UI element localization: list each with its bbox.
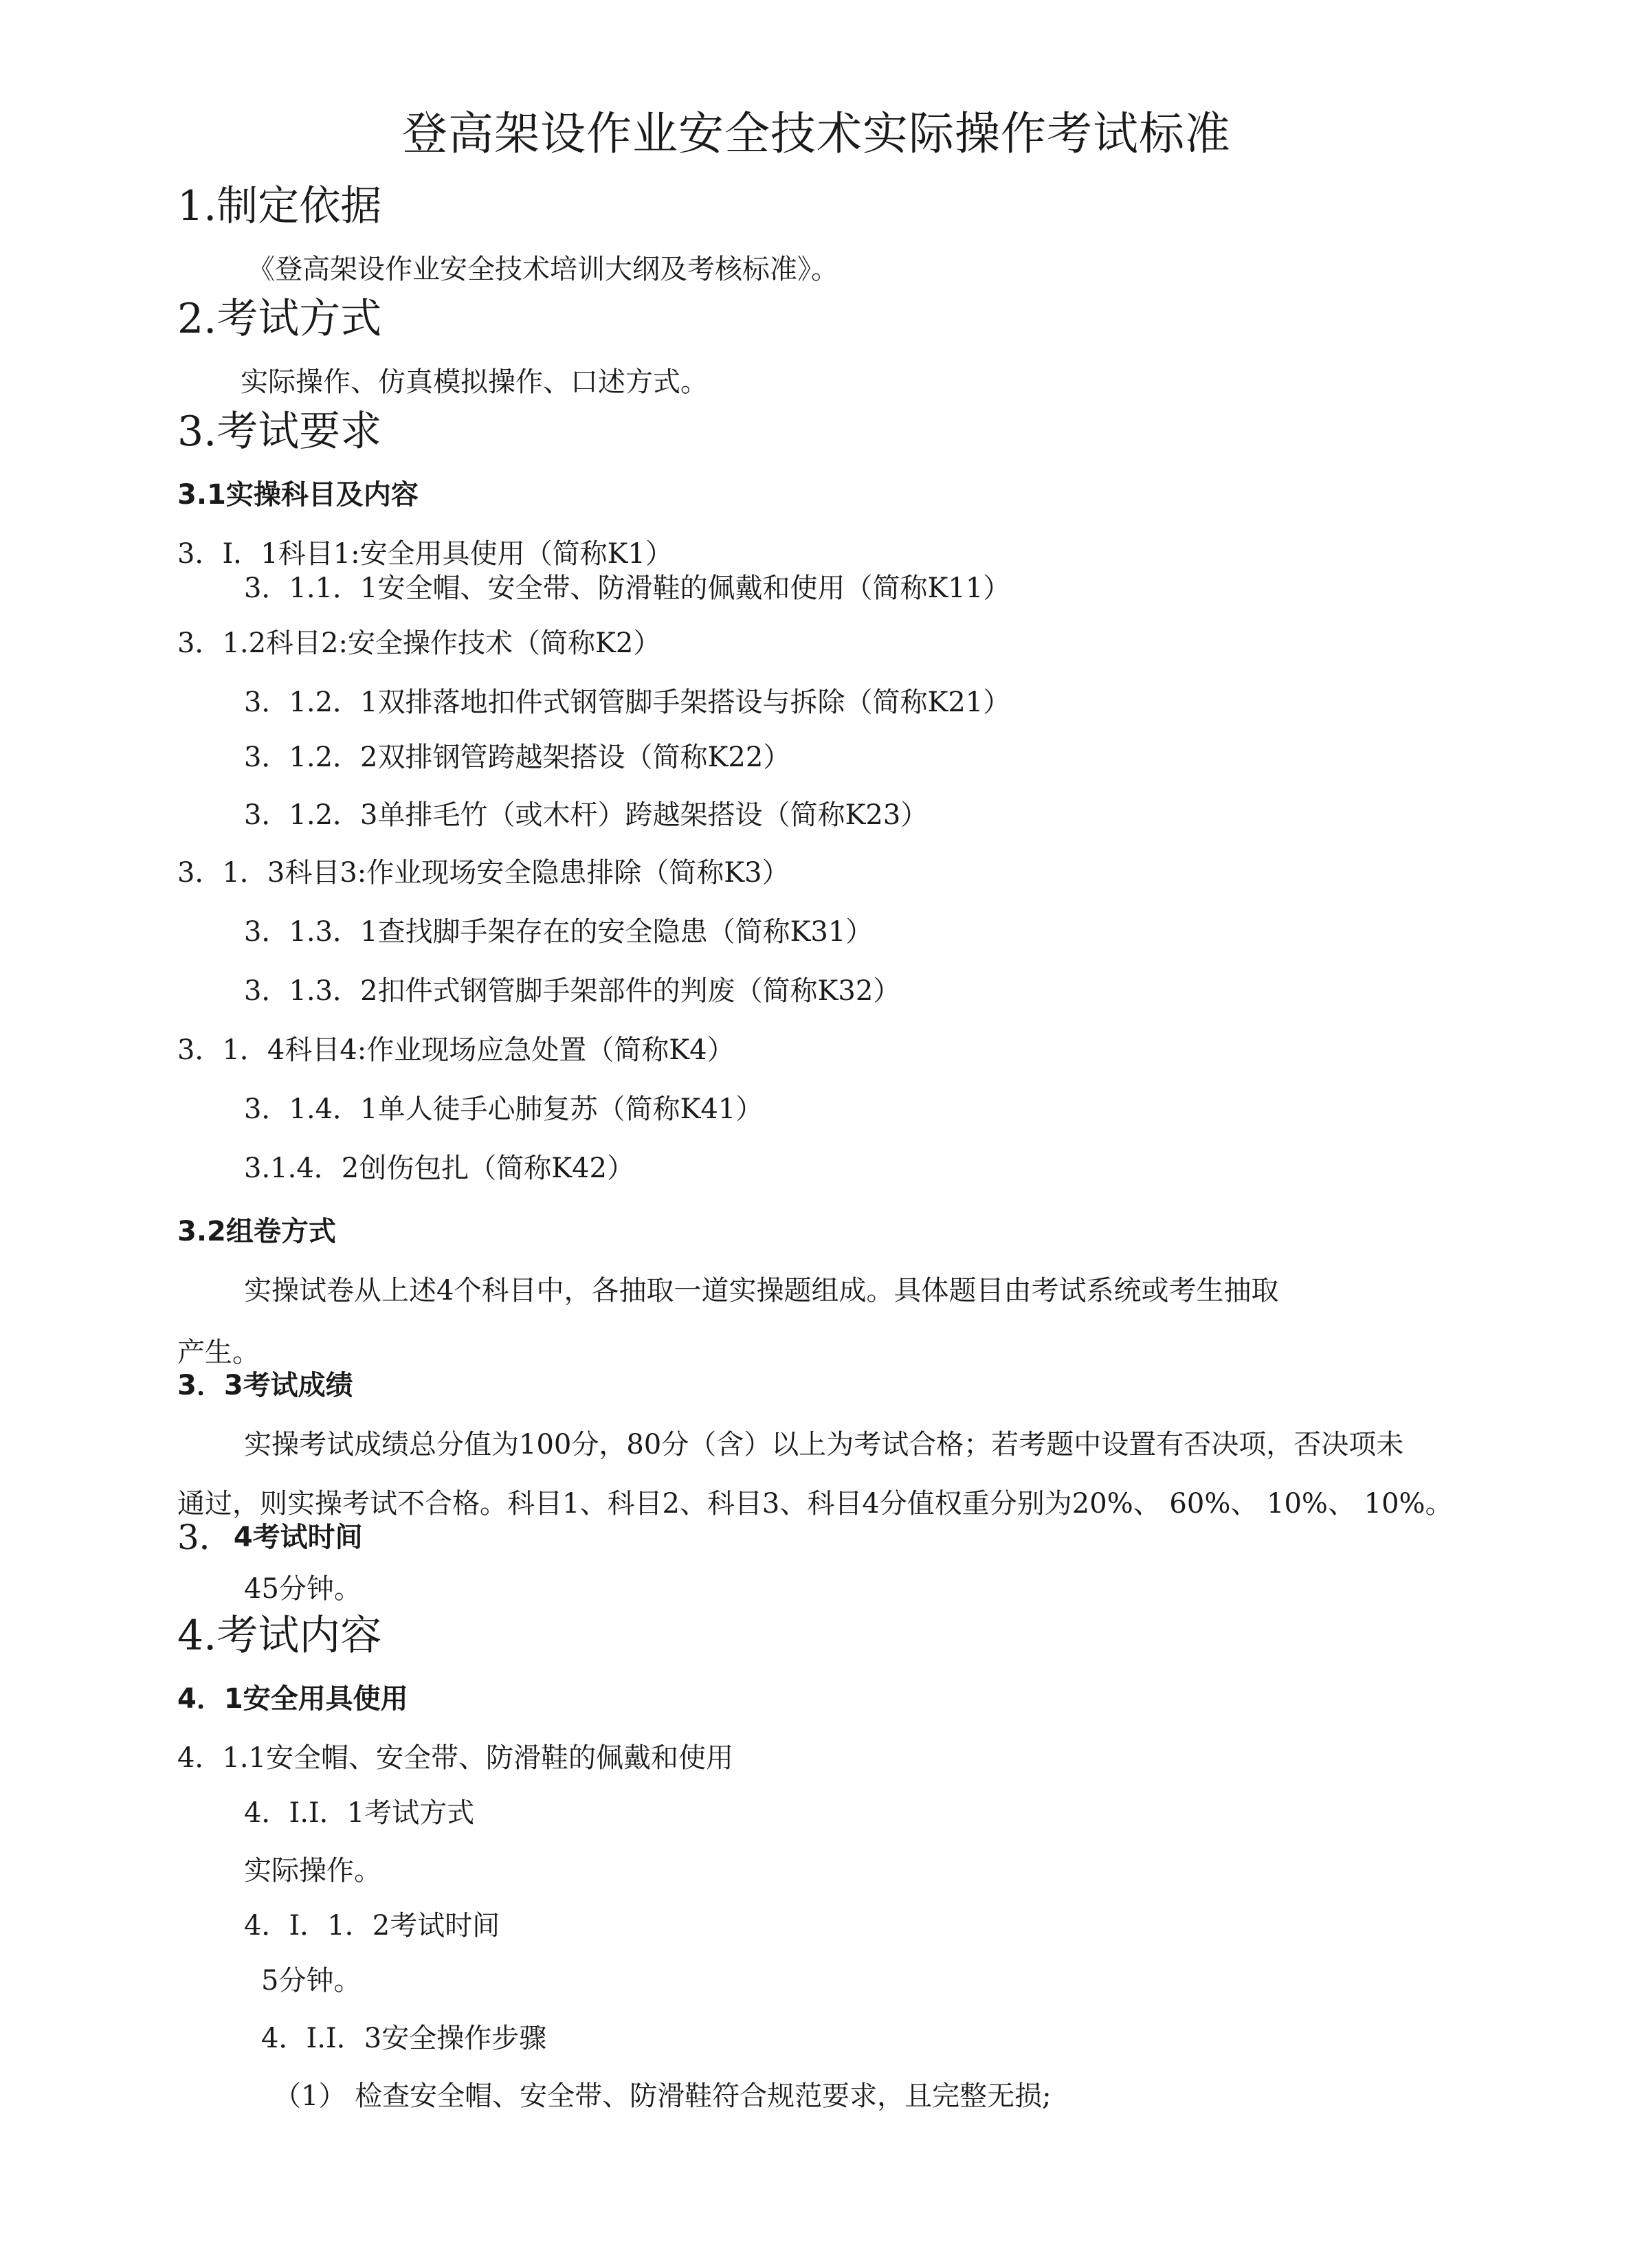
section-3-heading: 3.考试要求	[177, 408, 382, 456]
subitem-exam-method-heading: 4．I.I．1考试方式	[244, 1797, 475, 1829]
section-3-1-heading: 3.1实操科目及内容	[177, 479, 419, 511]
section-4-heading: 4.考试内容	[177, 1612, 382, 1660]
section-4-1-heading: 4．1安全用具使用	[177, 1683, 408, 1715]
section-3-4-heading	[177, 1517, 363, 1557]
item-k31: 3．1.3．1查找脚手架存在的安全隐患（简称K31）	[244, 916, 874, 948]
section-3-4-number: 3．	[177, 1517, 234, 1557]
section-3-2-body-line1: 实操试卷从上述4个科目中，各抽取一道实操题组成。具体题目由考试系统或考生抽取	[244, 1275, 1279, 1307]
item-k21: 3．1.2．1双排落地扣件式钢管脚手架搭设与拆除（简称K21）	[244, 687, 1011, 718]
item-k11: 3．1.1．1安全帽、安全带、防滑鞋的佩戴和使用（简称K11）	[244, 572, 1011, 604]
section-3-3-heading: 3．3考试成绩	[177, 1370, 353, 1401]
safety-step-1: （1） 检查安全帽、安全带、防滑鞋符合规范要求，且完整无损;	[274, 2080, 1052, 2112]
item-k22: 3．1.2．2双排钢管跨越架搭设（简称K22）	[244, 742, 791, 773]
section-3-4-title: 4考试时间	[233, 1522, 363, 1553]
subject-k2: 3．1.2科目2:安全操作技术（简称K2）	[177, 627, 661, 659]
section-3-4-body: 45分钟。	[244, 1573, 362, 1605]
item-k32: 3．1.3．2扣件式钢管脚手架部件的判废（简称K32）	[244, 975, 901, 1007]
section-2-body: 实际操作、仿真模拟操作、口述方式。	[241, 366, 708, 398]
section-3-3-body-line2: 通过，则实操考试不合格。科目1、科目2、科目3、科目4分值权重分别为20%、 60%、 10%、 10%。	[177, 1488, 1453, 1520]
section-3-2-heading: 3.2组卷方式	[177, 1216, 336, 1247]
section-3-3-body-line1: 实操考试成绩总分值为100分，80分（含）以上为考试合格；若考题中设置有否决项，否决项未	[244, 1429, 1404, 1460]
document-title: 登高架设作业安全技术实际操作考试标准	[402, 107, 1231, 160]
item-k23: 3．1.2．3单排毛竹（或木杆）跨越架搭设（简称K23）	[244, 799, 929, 831]
item-k42: 3.1.4．2创伤包扎（简称K42）	[244, 1153, 635, 1184]
subitem-exam-time-body: 5分钟。	[261, 1965, 362, 1997]
subject-k1: 3．I．1科目1:安全用具使用（简称K1）	[177, 538, 673, 570]
section-1-heading: 1.制定依据	[177, 182, 382, 230]
item-k41: 3．1.4．1单人徒手心肺复苏（简称K41）	[244, 1093, 764, 1125]
section-4-1-1-heading: 4．1.1安全帽、安全带、防滑鞋的佩戴和使用	[177, 1742, 734, 1774]
section-3-2-body-line2: 产生。	[177, 1337, 260, 1368]
section-1-body: 《登高架设作业安全技术培训大纲及考核标准》。	[247, 254, 838, 285]
subitem-exam-time-heading: 4．I．1．2考试时间	[244, 1910, 500, 1942]
subject-k3: 3．1．3科目3:作业现场安全隐患排除（简称K3）	[177, 857, 790, 889]
subitem-exam-method-body: 实际操作。	[244, 1855, 381, 1887]
subject-k4: 3．1．4科目4:作业现场应急处置（简称K4）	[177, 1034, 735, 1066]
subitem-safety-steps-heading: 4．I.I．3安全操作步骤	[261, 2023, 547, 2054]
section-2-heading: 2.考试方式	[177, 295, 382, 343]
